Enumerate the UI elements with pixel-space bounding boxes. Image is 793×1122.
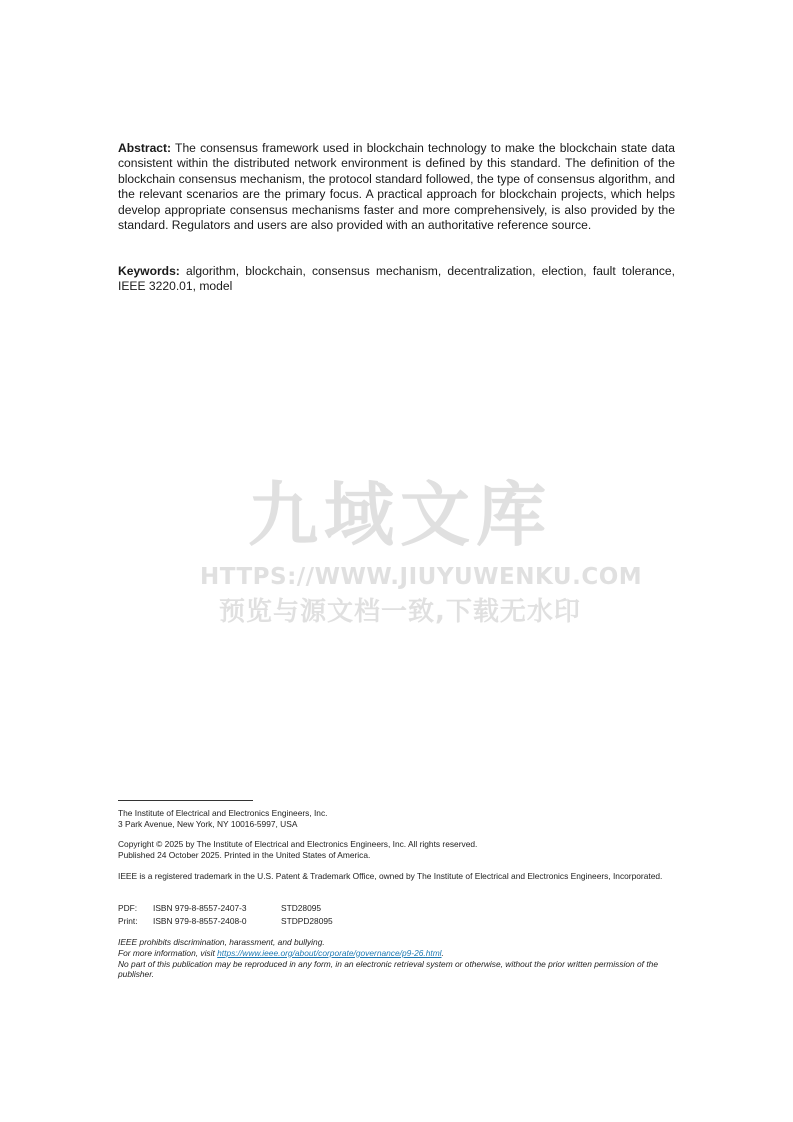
isbn-number: ISBN 979-8-8557-2407-3 (153, 903, 247, 913)
isbn-code: STDPD28095 (281, 916, 333, 926)
abstract-text: The consensus framework used in blockchain technology to make the blockchain state data consistent within the distributed network environment is defined by this standard. The definition of the blockchain consensus mechanism, the protocol standard followed, the type of consensus algorithm, and the relevant scenarios are the primary focus. A practical approach for blockchain projects, which helps develop appropriate consensus mechanisms faster and more comprehensively, is also provided by the standard. Regulators and users are also provided with an authoritative reference source. (118, 141, 675, 233)
trademark-notice: IEEE is a registered trademark in the U.S. Patent & Trademark Office, owned by The Institute of Electrical and Electronics Engineers, Incorporated. (118, 871, 663, 881)
copyright-notice (118, 839, 678, 861)
keywords-text: algorithm, blockchain, consensus mechanism, decentralization, election, fault tolerance, IEEE 3220.01, model (118, 264, 675, 294)
reproduction-notice: No part of this publication may be reproduced in any form, in an electronic retrieval system or otherwise, without the prior written permission of the publisher. (118, 958, 658, 980)
governance-policy-link[interactable]: https://www.ieee.org/about/corporate/governance/p9-26.html (217, 947, 442, 958)
watermark-tagline: 预览与源文档一致,下载无水印 (219, 597, 581, 627)
watermark (200, 470, 643, 632)
publisher-name: The Institute of Electrical and Electronics Engineers, Inc. (118, 808, 328, 818)
isbn-number: ISBN 979-8-8557-2408-0 (153, 916, 247, 926)
isbn-list (118, 903, 678, 929)
keywords-paragraph (118, 264, 675, 295)
isbn-row-print (118, 916, 678, 929)
publisher-street: 3 Park Avenue, New York, NY 10016-5997, USA (118, 818, 298, 829)
isbn-format: Print: (118, 916, 138, 926)
publisher-address (118, 808, 678, 830)
legal-notice (118, 937, 678, 980)
anti-harassment-line: IEEE prohibits discrimination, harassment, and bullying. (118, 937, 325, 947)
copyright-line: Copyright © 2025 by The Institute of Electrical and Electronics Engineers, Inc. All rights reserved. (118, 839, 478, 849)
more-info-prefix: For more information, visit (118, 947, 218, 958)
isbn-code: STD28095 (281, 903, 322, 913)
isbn-format: PDF: (118, 903, 138, 913)
keywords-label: Keywords: (118, 264, 180, 278)
abstract-label: Abstract: (118, 141, 172, 155)
isbn-row-pdf (118, 903, 678, 916)
abstract-paragraph (118, 141, 675, 233)
footnote-divider (118, 800, 253, 801)
more-info-line (118, 948, 678, 959)
published-line: Published 24 October 2025. Printed in the United States of America. (118, 849, 371, 860)
more-info-suffix: . (441, 947, 444, 958)
watermark-title: 九域文库 (248, 474, 552, 556)
watermark-url: HTTPS://WWW.JIUYUWENKU.COM (200, 564, 643, 590)
